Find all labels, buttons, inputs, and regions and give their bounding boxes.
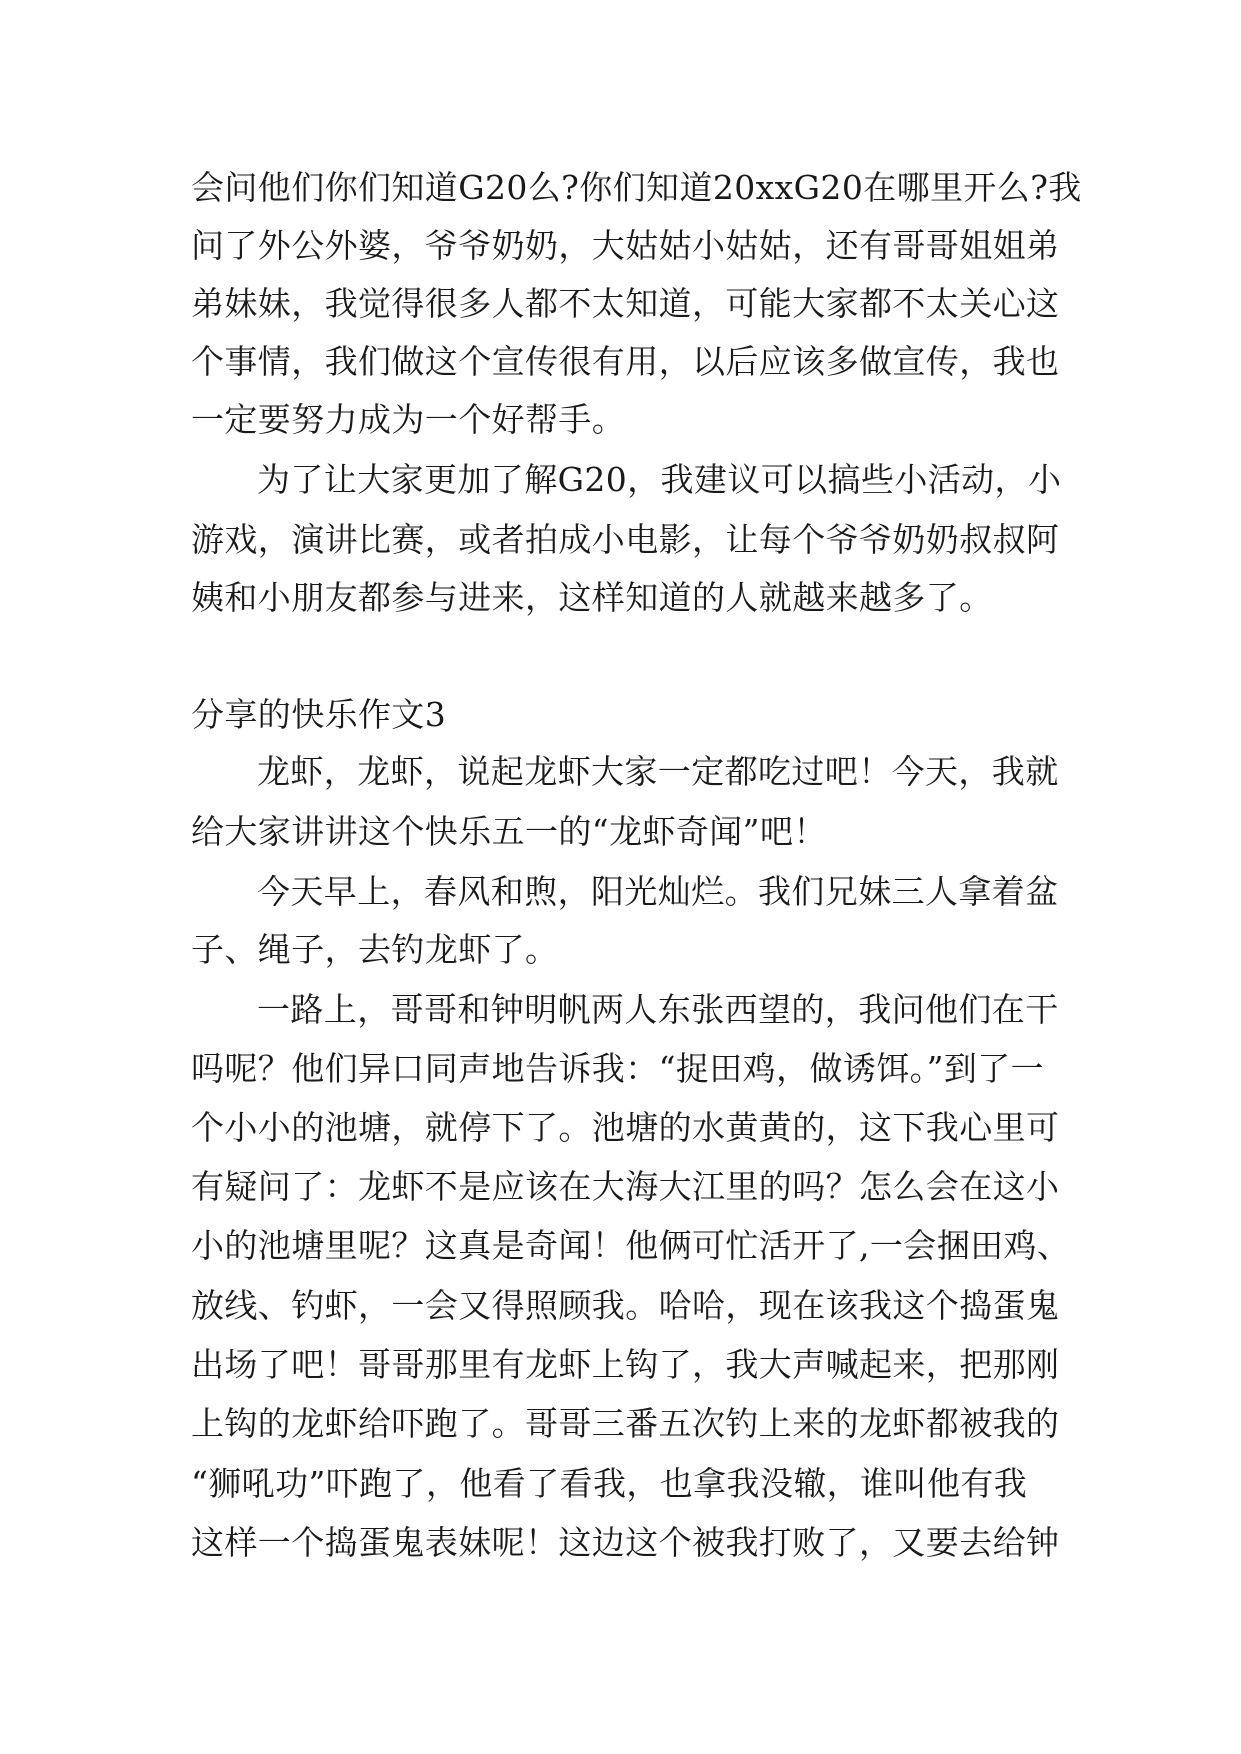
- paragraph-line: 小的池塘里呢？这真是奇闻！他俩可忙活开了,一会捆田鸡、: [191, 1226, 1071, 1265]
- paragraph-line: 这样一个捣蛋鬼表妹呢！这边这个被我打败了，又要去给钟: [191, 1523, 1060, 1562]
- paragraph-line: 给大家讲讲这个快乐五一的“龙虾奇闻”吧！: [191, 812, 827, 851]
- paragraph-line: 姨和小朋友都参与进来，这样知道的人就越来越多了。: [191, 578, 993, 617]
- paragraph-line: 弟妹妹，我觉得很多人都不太知道，可能大家都不太关心这: [191, 284, 1060, 323]
- paragraph-line: 吗呢？他们异口同声地告诉我：“捉田鸡，做诱饵。”到了一: [191, 1049, 1045, 1088]
- paragraph-line: 放线、钓虾，一会又得照顾我。哈哈，现在该我这个捣蛋鬼: [191, 1286, 1060, 1325]
- paragraph-line: 会问他们你们知道G20么?你们知道20xxG20在哪里开么?我: [191, 168, 1082, 207]
- paragraph-line: 一定要努力成为一个好帮手。: [191, 400, 626, 439]
- paragraph-line: 上钩的龙虾给吓跑了。哥哥三番五次钓上来的龙虾都被我的: [191, 1404, 1060, 1443]
- section-heading: 分享的快乐作文3: [191, 695, 447, 734]
- paragraph-line: “狮吼功”吓跑了，他看了看我，也拿我没辙，谁叫他有我: [191, 1464, 1028, 1503]
- paragraph-line: 游戏，演讲比赛，或者拍成小电影，让每个爷爷奶奶叔叔阿: [191, 520, 1060, 559]
- paragraph-line: 为了让大家更加了解G20，我建议可以搞些小活动，小: [257, 460, 1062, 499]
- paragraph-line: 一路上，哥哥和钟明帆两人东张西望的，我问他们在干: [257, 990, 1059, 1029]
- paragraph-line: 个小小的池塘，就停下了。池塘的水黄黄的，这下我心里可: [191, 1108, 1060, 1147]
- paragraph-line: 今天早上，春风和煦，阳光灿烂。我们兄妹三人拿着盆: [257, 872, 1059, 911]
- paragraph-line: 个事情，我们做这个宣传很有用，以后应该多做宣传，我也: [191, 342, 1060, 381]
- paragraph-line: 龙虾，龙虾，说起龙虾大家一定都吃过吧！今天，我就: [257, 752, 1059, 791]
- paragraph-line: 出场了吧！哥哥那里有龙虾上钩了，我大声喊起来，把那刚: [191, 1345, 1060, 1384]
- paragraph-line: 问了外公外婆，爷爷奶奶，大姑姑小姑姑，还有哥哥姐姐弟: [191, 226, 1060, 265]
- paragraph-line: 有疑问了：龙虾不是应该在大海大江里的吗？怎么会在这小: [191, 1167, 1060, 1206]
- paragraph-line: 子、绳子，去钓龙虾了。: [191, 930, 559, 969]
